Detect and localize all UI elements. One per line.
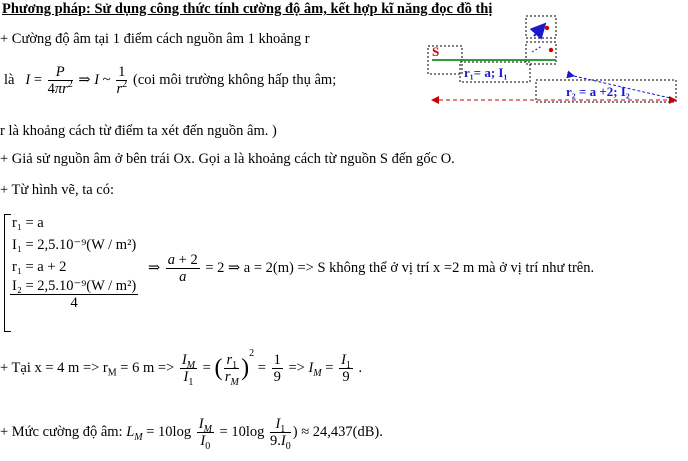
- equation-system: [12, 212, 140, 311]
- sound-level-line: + Mức cường độ âm: $L_M = 10\log$ $\frac{I_M}{I_0}$ = 10log $\frac{I_1}{9.I_0}$ ) ≈ 24,437(dB).: [0, 416, 383, 452]
- system-brace: [4, 214, 11, 332]
- im-over-i1-fraction: $\frac{I_M}{I_1}$: [181, 352, 196, 388]
- eq-i2-numerator: I₂ = 2,5.10⁻⁹(W / m²): [12, 278, 137, 294]
- one-over-r2-fraction: $\frac{1}{r^2}$: [116, 64, 128, 97]
- eq-r1: r₁ = a: [12, 215, 44, 231]
- a-plus-2-over-a-fraction: $\frac{a + 2}{a}$: [167, 252, 198, 285]
- i1-over-9i0-fraction: $\frac{I_1}{9.I_0}$: [270, 416, 291, 452]
- ratio-line-prefix: + Tại x = 4 m => r: [0, 359, 108, 376]
- r1-label: r₁= a; I₁: [464, 65, 508, 80]
- blue-arrow-up: [534, 24, 545, 36]
- im-over-i0-fraction: $\frac{I_M}{I_0}$: [198, 416, 212, 452]
- intensity-formula-line: là I = $\frac{P}{4\pi r^2}$ ⇒ I ~ $\frac{1}{r^2}$ (coi môi trường không hấp thụ âm;: [4, 64, 337, 97]
- p-over-4pi-r2-fraction: $\frac{P}{4\pi r^2}$: [47, 64, 73, 97]
- ratio-line: + Tại x = 4 $m => r_M = 6$ m => $\frac{I_M}{I_1}$ = ( $\frac{r_1}{r_M}$ )$^2$ = $\frac{1}{9}$ => $I_M$ = $\frac{I_1}{9}$ .: [0, 348, 363, 388]
- point-top: [545, 26, 549, 30]
- system-result-text: = 2 ⇒ a = 2(m) => S không thể ở vị trí x =2 m mà ở vị trí như trên.: [205, 259, 595, 276]
- blue-dashed-short: [532, 46, 542, 52]
- system-result-line: ⇒ $\frac{a + 2}{a}$ = 2 ⇒ a = 2(m) => S không thể ở vị trí x =2 m mà ở vị trí như trên.: [148, 252, 595, 285]
- one-ninth-fraction: $\frac{1}{9}$: [273, 352, 281, 385]
- formula-note: (coi môi trường không hấp thụ âm;: [133, 71, 337, 88]
- r2-label: r₂ = a +2; I₂: [566, 84, 630, 99]
- section-heading: Phương pháp: Sử dụng công thức tính cường độ âm, kết hợp kĩ năng đọc đồ thị: [2, 1, 493, 17]
- source-assumption-text: + Giả sử nguồn âm ở bên trái Ox. Gọi a là khoảng cách từ nguồn S đến gốc O.: [0, 151, 455, 167]
- from-figure-text: + Từ hình vẽ, ta có:: [0, 182, 115, 198]
- intensity-intro-text: + Cường độ âm tại 1 điểm cách nguồn âm 1 khoảng r: [0, 31, 310, 47]
- ratio-line-mid: = 6 m =>: [116, 359, 175, 376]
- r-definition-text: r là khoảng cách từ điểm ta xét đến nguồn âm. ): [0, 123, 277, 139]
- eq-i1: I₁ = 2,5.10⁻⁹(W / m²): [12, 237, 137, 253]
- eq-i2-fraction: [10, 278, 138, 311]
- i1-over-9-fraction: $\frac{I_1}{9}$: [341, 352, 351, 385]
- source-s-label: S: [432, 44, 440, 59]
- r1-over-rm-fraction: $\frac{r_1}{r_M}$: [224, 352, 239, 388]
- source-diagram: [424, 14, 684, 106]
- point-mid: [549, 48, 553, 52]
- sound-level-prefix: + Mức cường độ âm:: [0, 423, 123, 440]
- sound-level-value: ≈ 24,437(dB).: [301, 423, 383, 440]
- eq-i2-denominator: 4: [70, 295, 78, 311]
- eq-r2: r₁ = a + 2: [12, 259, 67, 275]
- formula-prefix: là: [4, 71, 15, 88]
